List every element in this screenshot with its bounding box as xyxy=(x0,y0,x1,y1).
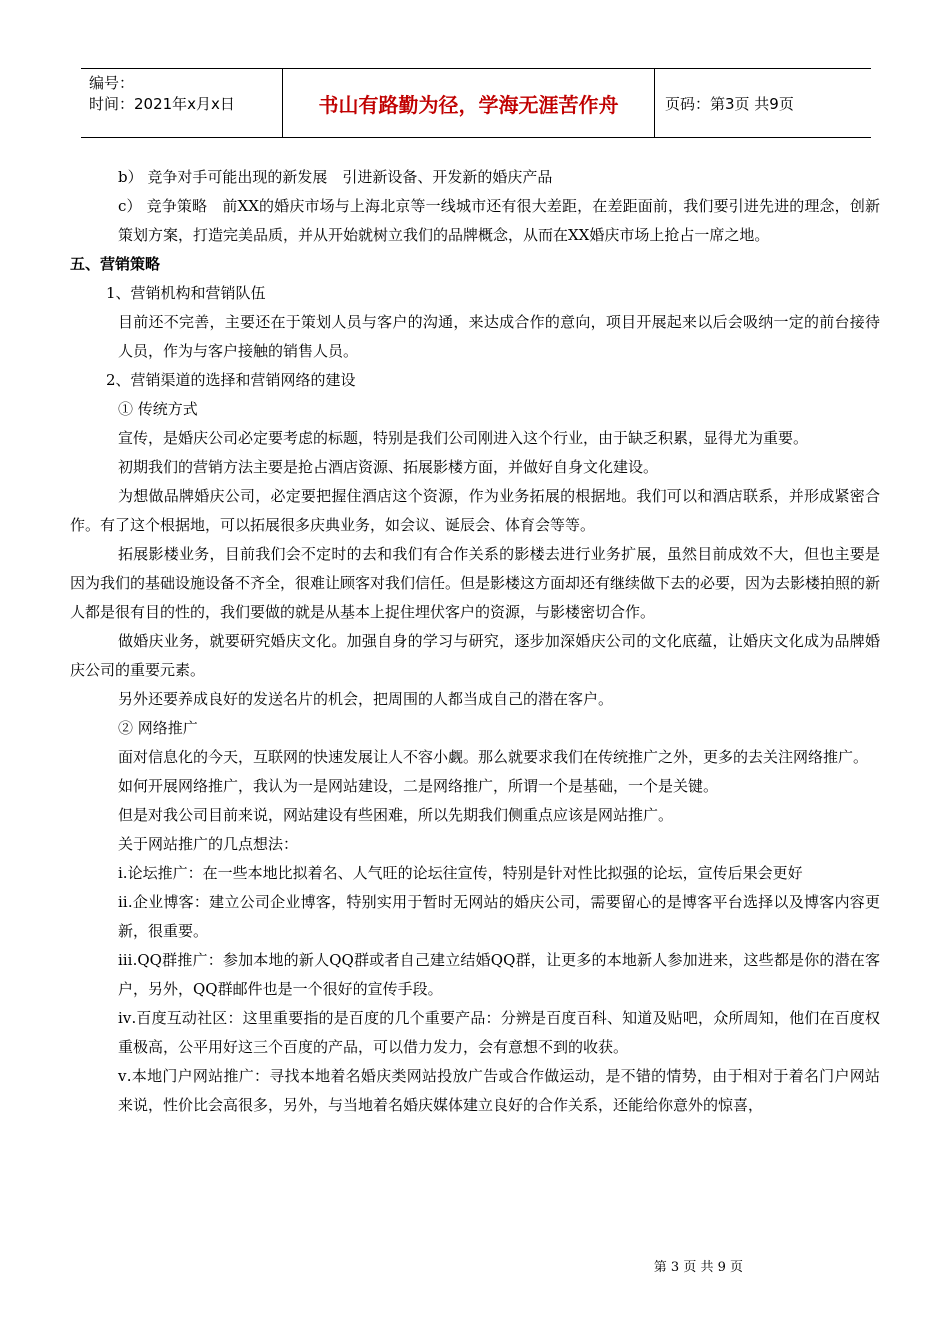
paragraph-promo: 宣传，是婚庆公司必定要考虑的标题，特别是我们公司刚进入这个行业，由于缺乏积累，显得尤为重要。 xyxy=(118,429,809,447)
page-header xyxy=(81,68,871,138)
list-item-forum: ⅰ.论坛推广：在一些本地比拟着名、人气旺的论坛往宣传，特别是针对性比拟强的论坛，宣传后果会更好 xyxy=(118,864,803,882)
header-page-label: 页码：第3页 共9页 xyxy=(665,94,794,113)
paragraph-culture: 做婚庆业务，就要研究婚庆文化。加强自身的学习与研究，逐步加深婚庆公司的文化底蕴，让婚庆文化成为品牌婚庆公司的重要元素。 xyxy=(70,632,880,679)
doc-number-label: 编号： xyxy=(89,74,135,92)
paragraph-initial: 初期我们的营销方法主要是抢占酒店资源、拓展影楼方面，并做好自身文化建设。 xyxy=(118,458,659,476)
paragraph-ideas: 关于网站推广的几点想法： xyxy=(118,835,299,853)
list-item-portal: ⅴ.本地门户网站推广：寻找本地着名婚庆类网站投放广告或合作做运动，是不错的情势，由于相对于着名门户网站来说，性价比会高很多，另外，与当地着名婚庆媒体建立良好的合作关系，还能给你意外的惊喜， xyxy=(118,1067,880,1114)
list-item-qq: ⅲ.QQ群推广：参加本地的新人QQ群或者自己建立结婚QQ群，让更多的本地新人参加进来，这些都是你的潜在客户，另外，QQ群邮件也是一个很好的宣传手段。 xyxy=(118,951,880,998)
list-item-baidu: ⅳ.百度互动社区：这里重要指的是百度的几个重要产品：分辨是百度百科、知道及贴吧，众所周知，他们在百度权重极高，公平用好这三个百度的产品，可以借力发力，会有意想不到的收获。 xyxy=(118,1009,880,1056)
paragraph-howto: 如何开展网络推广，我认为一是网站建设，二是网络推广，所谓一个是基础，一个是关键。 xyxy=(118,777,719,795)
subheading-2: 2、营销渠道的选择和营销网络的建设 xyxy=(106,371,356,389)
paragraph-studio: 拓展影楼业务，目前我们会不定时的去和我们有合作关系的影楼去进行业务扩展，虽然目前成效不大，但也主要是因为我们的基础设施设备不齐全，很难让顾客对我们信任。但是影楼这方面却还有继续做下去的必要，因为去影楼拍照的新人都是很有目的性的，我们要做的就是从基本上捉住埋伏客户的资源，与影楼密切合作。 xyxy=(70,545,881,621)
document-body xyxy=(70,163,880,1120)
footer-page-number: 第 3 页 共 9 页 xyxy=(653,1260,743,1275)
paragraph-b: b） 竞争对手可能出现的新发展 引进新设备、开发新的婚庆产品 xyxy=(118,168,553,186)
paragraph-org: 目前还不完善，主要还在于策划人员与客户的沟通，来达成合作的意向，项目开展起来以后会吸纳一定的前台接待人员，作为与客户接触的销售人员。 xyxy=(118,313,880,360)
paragraph-cards: 另外还要养成良好的发送名片的机会，把周围的人都当成自己的潜在客户。 xyxy=(118,690,614,708)
doc-date-label: 时间：2021年x月x日 xyxy=(89,95,235,113)
subheading-traditional: ① 传统方式 xyxy=(118,400,198,418)
header-meta xyxy=(81,69,283,137)
paragraph-c: c） 竞争策略 前XX的婚庆市场与上海北京等一线城市还有很大差距，在差距面前，我们要引进先进的理念，创新策划方案，打造完美品质，并从开始就树立我们的品牌概念，从而在XX婚庆市场上抢占一席之地。 xyxy=(118,197,880,244)
subheading-1: 1、营销机构和营销队伍 xyxy=(106,284,266,302)
list-item-blog: ⅱ.企业博客：建立公司企业博客，特别实用于暂时无网站的婚庆公司，需要留心的是博客平台选择以及博客内容更新，很重要。 xyxy=(118,893,880,940)
header-motto: 书山有路勤为径，学海无涯苦作舟 xyxy=(283,69,655,137)
paragraph-current: 但是对我公司目前来说，网站建设有些困难，所以先期我们侧重点应该是网站推广。 xyxy=(118,806,674,824)
paragraph-internet: 面对信息化的今天，互联网的快速发展让人不容小觑。那么就要求我们在传统推广之外，更多的去关注网络推广。 xyxy=(118,748,869,766)
paragraph-hotel: 为想做品牌婚庆公司，必定要把握住酒店这个资源，作为业务拓展的根据地。我们可以和酒店联系，并形成紧密合作。有了这个根据地，可以拓展很多庆典业务，如会议、诞辰会、体育会等等。 xyxy=(70,487,880,534)
subheading-online: ② 网络推广 xyxy=(118,719,198,737)
page-footer xyxy=(0,1256,950,1275)
section-heading-marketing: 五、营销策略 xyxy=(70,255,161,273)
